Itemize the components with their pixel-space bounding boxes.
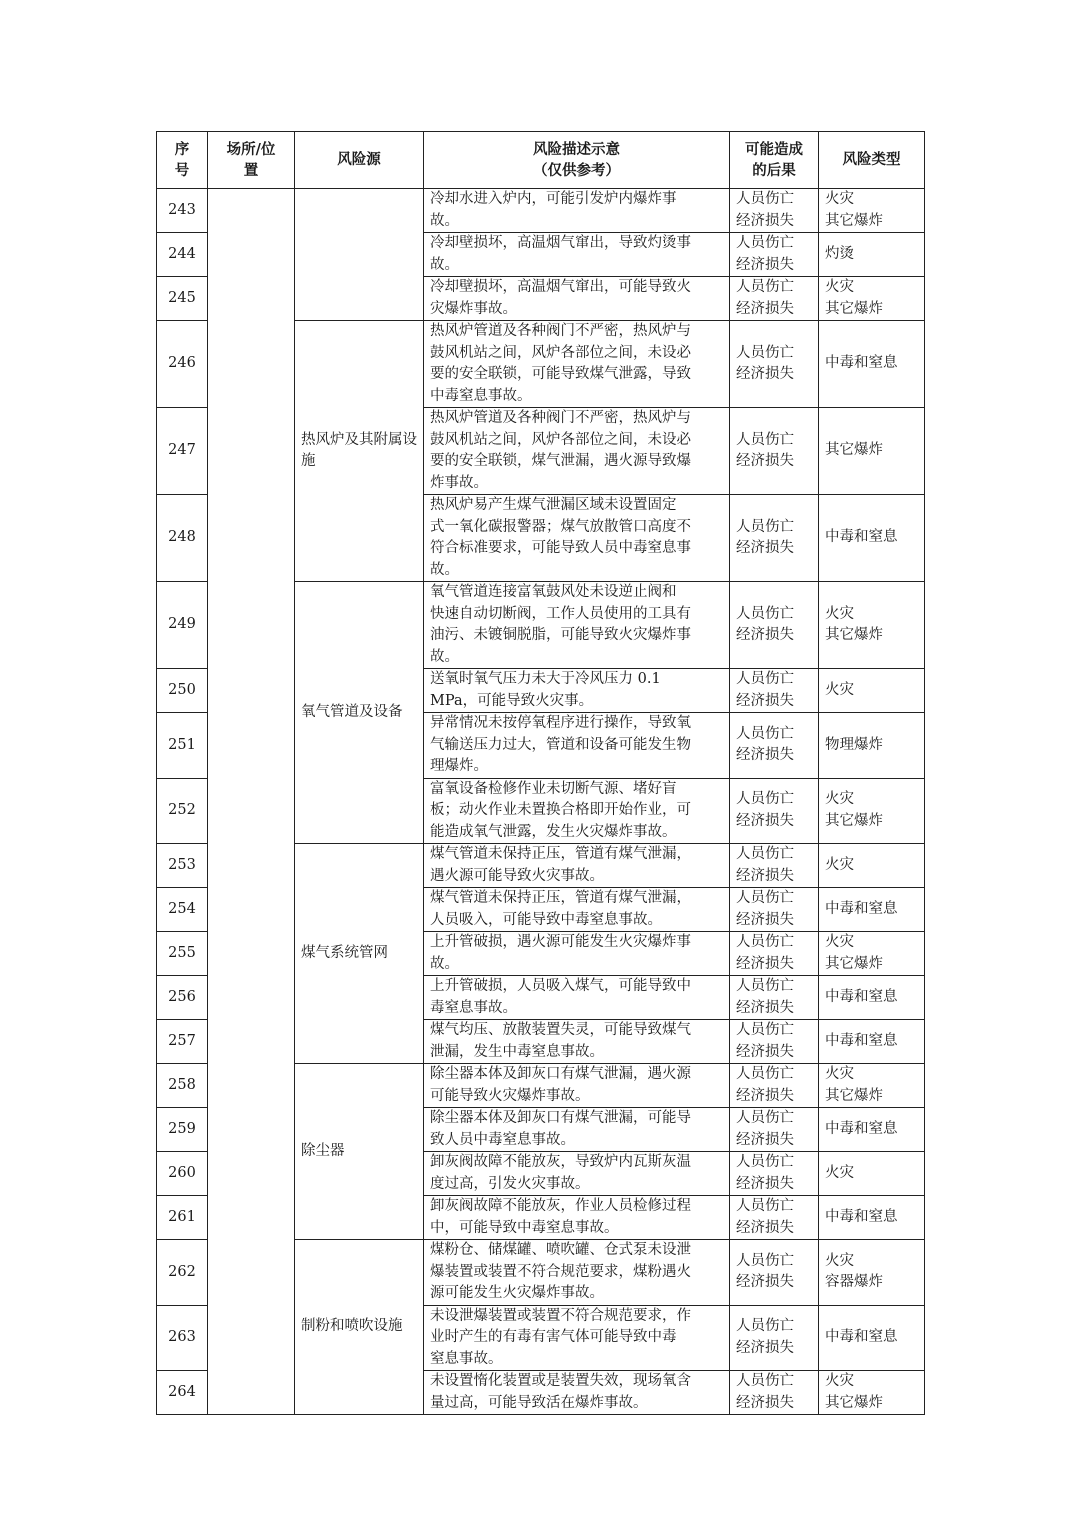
risk-source-cell — [295, 189, 424, 321]
risk-type-line: 其它爆炸 — [825, 812, 883, 829]
risk-type — [819, 321, 925, 408]
risk-description-line: 卸灰阀故障不能放灰，作业人员检修过程 — [430, 1198, 691, 1214]
consequence — [730, 495, 819, 582]
risk-type-line: 灼烫 — [825, 245, 854, 262]
risk-source-cell: 煤气系统管网 — [295, 844, 424, 1064]
risk-description-line: 热风炉管道及各种阀门不严密，热风炉与 — [430, 410, 691, 426]
consequence — [730, 1152, 819, 1196]
consequence-line: 经济损失 — [736, 747, 794, 764]
risk-description-line: 人员吸入，可能导致中毒窒息事故。 — [430, 911, 662, 928]
risk-description — [424, 1020, 730, 1064]
consequence-line: 经济损失 — [736, 1131, 794, 1148]
risk-description-line: 式一氧化碳报警器；煤气放散管口高度不 — [430, 518, 691, 535]
risk-description-line: 符合标准要求，可能导致人员中毒窒息事 — [430, 540, 691, 556]
consequence-line: 经济损失 — [736, 955, 794, 972]
consequence-line: 经济损失 — [736, 692, 794, 709]
consequence-line: 经济损失 — [736, 300, 794, 317]
risk-type — [819, 1196, 925, 1240]
risk-type — [819, 189, 925, 233]
risk-type-line: 中毒和窒息 — [825, 988, 898, 1005]
consequence — [730, 321, 819, 408]
risk-description-line: 理爆炸。 — [430, 758, 488, 774]
risk-source-cell: 制粉和喷吹设施 — [295, 1240, 424, 1415]
consequence-line: 人员伤亡 — [736, 890, 794, 906]
risk-description-line: 冷却壁损坏，高温烟气窜出，可能导致火 — [430, 279, 691, 295]
consequence-line: 人员伤亡 — [736, 191, 794, 207]
risk-type-line: 其它爆炸 — [825, 442, 883, 459]
consequence-line: 经济损失 — [736, 867, 794, 884]
row-number: 246 — [157, 321, 208, 408]
consequence-line: 人员伤亡 — [736, 934, 794, 950]
risk-type-line: 其它爆炸 — [825, 212, 883, 229]
consequence-line: 人员伤亡 — [736, 1022, 794, 1038]
consequence — [730, 1196, 819, 1240]
row-number: 255 — [157, 932, 208, 976]
risk-type-line: 其它爆炸 — [825, 300, 883, 317]
risk-description-line: 故。 — [430, 955, 459, 972]
risk-type — [819, 1064, 925, 1108]
consequence-line: 经济损失 — [736, 1394, 794, 1411]
risk-description — [424, 1196, 730, 1240]
risk-description-line: 除尘器本体及卸灰口有煤气泄漏，可能导 — [430, 1110, 691, 1126]
risk-type-line: 火灾 — [825, 1373, 854, 1389]
risk-description — [424, 321, 730, 408]
risk-description-line: 度过高，引发火灾事故。 — [430, 1175, 590, 1192]
risk-description-line: 冷却水进入炉内，可能引发炉内爆炸事 — [430, 191, 677, 207]
risk-description-line: 要的安全联锁，可能导致煤气泄露，导致 — [430, 366, 691, 382]
risk-type — [819, 932, 925, 976]
row-number: 258 — [157, 1064, 208, 1108]
row-number: 245 — [157, 277, 208, 321]
risk-description — [424, 1064, 730, 1108]
risk-type-line: 火灾 — [825, 856, 854, 873]
risk-description — [424, 1152, 730, 1196]
risk-description-line: 鼓风机站之间，风炉各部位之间，未设必 — [430, 344, 691, 361]
risk-description-line: 故。 — [430, 256, 459, 273]
consequence — [730, 778, 819, 844]
row-number: 251 — [157, 713, 208, 779]
consequence-line: 经济损失 — [736, 999, 794, 1016]
risk-type-line: 容器爆炸 — [825, 1274, 883, 1291]
risk-type-line: 其它爆炸 — [825, 955, 883, 972]
consequence-line: 经济损失 — [736, 627, 794, 643]
risk-description-line: 毒窒息事故。 — [430, 999, 517, 1016]
consequence-line: 经济损失 — [736, 256, 794, 273]
consequence — [730, 888, 819, 932]
consequence — [730, 1020, 819, 1064]
risk-description-line: 业时产生的有毒有害气体可能导致中毒 — [430, 1329, 677, 1345]
consequence-line: 经济损失 — [736, 1339, 794, 1356]
risk-description-line: 未设泄爆装置或装置不符合规范要求，作 — [430, 1307, 691, 1324]
consequence-line: 经济损失 — [736, 1087, 794, 1104]
consequence — [730, 1064, 819, 1108]
consequence-line: 经济损失 — [736, 540, 794, 556]
risk-type-line: 中毒和窒息 — [825, 355, 898, 372]
consequence — [730, 1240, 819, 1306]
consequence — [730, 1305, 819, 1371]
row-number: 249 — [157, 582, 208, 669]
risk-description-line: 气输送压力过大，管道和设备可能发生物 — [430, 736, 691, 753]
risk-description — [424, 1108, 730, 1152]
consequence-line: 人员伤亡 — [736, 978, 794, 994]
row-number: 254 — [157, 888, 208, 932]
risk-description — [424, 582, 730, 669]
risk-description — [424, 888, 730, 932]
header-no: 序 号 — [157, 132, 208, 189]
risk-description — [424, 778, 730, 844]
risk-description-line: 故。 — [430, 212, 459, 229]
risk-description — [424, 189, 730, 233]
risk-description-line: 遇火源可能导致火灾事故。 — [430, 867, 604, 884]
risk-type — [819, 1020, 925, 1064]
risk-description-line: 量过高，可能导致活在爆炸事故。 — [430, 1394, 648, 1411]
risk-description-line: 中毒窒息事故。 — [430, 387, 532, 404]
risk-table — [156, 131, 925, 1415]
risk-description-line: 冷却壁损坏，高温烟气窜出，导致灼烫事 — [430, 235, 691, 251]
risk-description-line: 煤气均压、放散装置失灵，可能导致煤气 — [430, 1022, 691, 1038]
consequence-line: 人员伤亡 — [736, 605, 794, 622]
risk-description — [424, 669, 730, 713]
risk-description-line: 可能导致火灾爆炸事故。 — [430, 1087, 590, 1104]
risk-description — [424, 932, 730, 976]
risk-type-line: 火灾 — [825, 1066, 854, 1082]
risk-type — [819, 844, 925, 888]
risk-description-line: 源可能发生火灾爆炸事故。 — [430, 1285, 604, 1301]
risk-type-line: 物理爆炸 — [825, 736, 883, 753]
consequence — [730, 189, 819, 233]
risk-description-line: 爆装置或装置不符合规范要求，煤粉遇火 — [430, 1263, 691, 1280]
row-number: 262 — [157, 1240, 208, 1306]
risk-type — [819, 1305, 925, 1371]
risk-description-line: 除尘器本体及卸灰口有煤气泄漏，遇火源 — [430, 1066, 691, 1082]
consequence — [730, 713, 819, 779]
table-row — [157, 189, 925, 233]
risk-description — [424, 495, 730, 582]
risk-type — [819, 1371, 925, 1415]
consequence-line: 经济损失 — [736, 453, 794, 469]
consequence — [730, 233, 819, 277]
row-number: 247 — [157, 408, 208, 495]
row-number: 250 — [157, 669, 208, 713]
header-source: 风险源 — [295, 132, 424, 189]
consequence — [730, 1371, 819, 1415]
risk-description-line: 油污、未镀铜脱脂，可能导致火灾爆炸事 — [430, 627, 691, 643]
risk-description-line: 氧气管道连接富氧鼓风处未设逆止阀和 — [430, 584, 677, 600]
consequence — [730, 976, 819, 1020]
risk-description-line: 鼓风机站之间，风炉各部位之间，未设必 — [430, 431, 691, 448]
row-number: 243 — [157, 189, 208, 233]
risk-description — [424, 713, 730, 779]
risk-description — [424, 277, 730, 321]
risk-description — [424, 1305, 730, 1371]
risk-description-line: 致人员中毒窒息事故。 — [430, 1131, 575, 1148]
risk-type-line: 火灾 — [825, 279, 854, 295]
consequence-line: 人员伤亡 — [736, 1373, 794, 1389]
row-number: 261 — [157, 1196, 208, 1240]
row-number: 264 — [157, 1371, 208, 1415]
risk-description-line: 富氧设备检修作业未切断气源、堵好盲 — [430, 780, 677, 797]
consequence-line: 经济损失 — [736, 1274, 794, 1291]
consequence-line: 人员伤亡 — [736, 1110, 794, 1126]
risk-description-line: 煤气管道未保持正压，管道有煤气泄漏， — [430, 846, 691, 862]
risk-description — [424, 408, 730, 495]
risk-description — [424, 844, 730, 888]
consequence-line: 人员伤亡 — [736, 671, 794, 687]
row-number: 257 — [157, 1020, 208, 1064]
risk-type — [819, 976, 925, 1020]
risk-description-line: 热风炉易产生煤气泄漏区域未设置固定 — [430, 497, 677, 513]
risk-type-line: 火灾 — [825, 1164, 854, 1181]
risk-description — [424, 976, 730, 1020]
consequence-line: 人员伤亡 — [736, 344, 794, 361]
consequence-line: 经济损失 — [736, 366, 794, 382]
risk-type-line: 中毒和窒息 — [825, 1120, 898, 1137]
consequence-line: 人员伤亡 — [736, 1318, 794, 1335]
header-description: 风险描述示意 （仅供参考） — [424, 132, 730, 189]
consequence — [730, 932, 819, 976]
consequence — [730, 844, 819, 888]
risk-description-line: 灾爆炸事故。 — [430, 300, 517, 317]
row-number: 260 — [157, 1152, 208, 1196]
risk-source-cell: 热风炉及其附属设施 — [295, 321, 424, 582]
consequence-line: 人员伤亡 — [736, 235, 794, 251]
risk-description-line: 未设置惰化装置或是装置失效，现场氧含 — [430, 1373, 691, 1389]
consequence-line: 人员伤亡 — [736, 846, 794, 862]
risk-description-line: 能造成氧气泄露，发生火灾爆炸事故。 — [430, 823, 677, 840]
risk-type-line: 其它爆炸 — [825, 1394, 883, 1411]
risk-source-cell: 氧气管道及设备 — [295, 582, 424, 844]
risk-type-line: 中毒和窒息 — [825, 1208, 898, 1225]
risk-type-line: 其它爆炸 — [825, 1087, 883, 1104]
risk-description — [424, 1371, 730, 1415]
row-number: 263 — [157, 1305, 208, 1371]
risk-type-line: 火灾 — [825, 605, 854, 622]
consequence-line: 人员伤亡 — [736, 1154, 794, 1170]
consequence-line: 人员伤亡 — [736, 431, 794, 448]
risk-type-line: 其它爆炸 — [825, 627, 883, 643]
risk-description-line: 泄漏，发生中毒窒息事故。 — [430, 1043, 604, 1060]
consequence — [730, 669, 819, 713]
consequence-line: 经济损失 — [736, 911, 794, 928]
risk-description-line: 热风炉管道及各种阀门不严密，热风炉与 — [430, 323, 691, 339]
risk-source-cell: 除尘器 — [295, 1064, 424, 1240]
risk-description-line: 窒息事故。 — [430, 1350, 503, 1367]
consequence-line: 经济损失 — [736, 812, 794, 829]
risk-type — [819, 582, 925, 669]
risk-type-line: 中毒和窒息 — [825, 529, 898, 546]
risk-type — [819, 713, 925, 779]
risk-description-line: 炸事故。 — [430, 474, 488, 491]
risk-type — [819, 1108, 925, 1152]
risk-type-line: 火灾 — [825, 934, 854, 950]
header-row — [157, 132, 925, 189]
consequence-line: 人员伤亡 — [736, 791, 794, 808]
consequence-line: 人员伤亡 — [736, 518, 794, 535]
risk-description-line: 上升管破损，人员吸入煤气，可能导致中 — [430, 978, 691, 994]
location-cell — [208, 189, 295, 1415]
risk-description-line: 送氧时氧气压力未大于冷风压力 0.1 — [430, 671, 661, 687]
consequence-line: 人员伤亡 — [736, 1198, 794, 1214]
risk-description — [424, 233, 730, 277]
risk-description-line: 上升管破损，遇火源可能发生火灾爆炸事 — [430, 934, 691, 950]
header-location: 场所/位 置 — [208, 132, 295, 189]
risk-type-line: 中毒和窒息 — [825, 900, 898, 917]
risk-type — [819, 233, 925, 277]
consequence-line: 人员伤亡 — [736, 725, 794, 742]
row-number: 256 — [157, 976, 208, 1020]
risk-description-line: 故。 — [430, 648, 459, 665]
row-number: 259 — [157, 1108, 208, 1152]
risk-type-line: 中毒和窒息 — [825, 1032, 898, 1049]
risk-description-line: 异常情况未按停氧程序进行操作，导致氧 — [430, 715, 691, 731]
risk-type — [819, 408, 925, 495]
consequence-line: 经济损失 — [736, 1219, 794, 1236]
risk-type-line: 火灾 — [825, 1252, 854, 1269]
consequence — [730, 408, 819, 495]
risk-description-line: 故。 — [430, 561, 459, 578]
consequence-line: 人员伤亡 — [736, 1066, 794, 1082]
row-number: 253 — [157, 844, 208, 888]
row-number: 252 — [157, 778, 208, 844]
consequence-line: 人员伤亡 — [736, 279, 794, 295]
risk-description-line: 中，可能导致中毒窒息事故。 — [430, 1219, 619, 1236]
risk-type — [819, 277, 925, 321]
consequence-line: 人员伤亡 — [736, 1252, 794, 1269]
row-number: 248 — [157, 495, 208, 582]
risk-type — [819, 1152, 925, 1196]
consequence — [730, 1108, 819, 1152]
risk-description-line: 煤气管道未保持正压，管道有煤气泄漏， — [430, 890, 691, 906]
risk-type — [819, 669, 925, 713]
table-body — [157, 189, 925, 1415]
consequence — [730, 582, 819, 669]
risk-type-line: 火灾 — [825, 791, 854, 808]
consequence-line: 经济损失 — [736, 1043, 794, 1060]
row-number: 244 — [157, 233, 208, 277]
risk-type-line: 中毒和窒息 — [825, 1329, 898, 1345]
risk-type-line: 火灾 — [825, 191, 854, 207]
header-type: 风险类型 — [819, 132, 925, 189]
risk-type-line: 火灾 — [825, 681, 854, 698]
risk-description-line: 卸灰阀故障不能放灰，导致炉内瓦斯灰温 — [430, 1154, 691, 1170]
consequence-line: 经济损失 — [736, 212, 794, 229]
risk-description-line: 板；动火作业未置换合格即开始作业，可 — [430, 802, 691, 818]
header-consequence: 可能造成 的后果 — [730, 132, 819, 189]
risk-description — [424, 1240, 730, 1306]
risk-type — [819, 778, 925, 844]
risk-description-line: 要的安全联锁，煤气泄漏，遇火源导致爆 — [430, 453, 691, 469]
consequence — [730, 277, 819, 321]
risk-type — [819, 1240, 925, 1306]
risk-type — [819, 888, 925, 932]
risk-description-line: 煤粉仓、储煤罐、喷吹罐、仓式泵未设泄 — [430, 1242, 691, 1258]
risk-type — [819, 495, 925, 582]
risk-description-line: 快速自动切断阀，工作人员使用的工具有 — [430, 605, 691, 622]
consequence-line: 经济损失 — [736, 1175, 794, 1192]
risk-description-line: MPa，可能导致火灾事。 — [430, 692, 594, 709]
